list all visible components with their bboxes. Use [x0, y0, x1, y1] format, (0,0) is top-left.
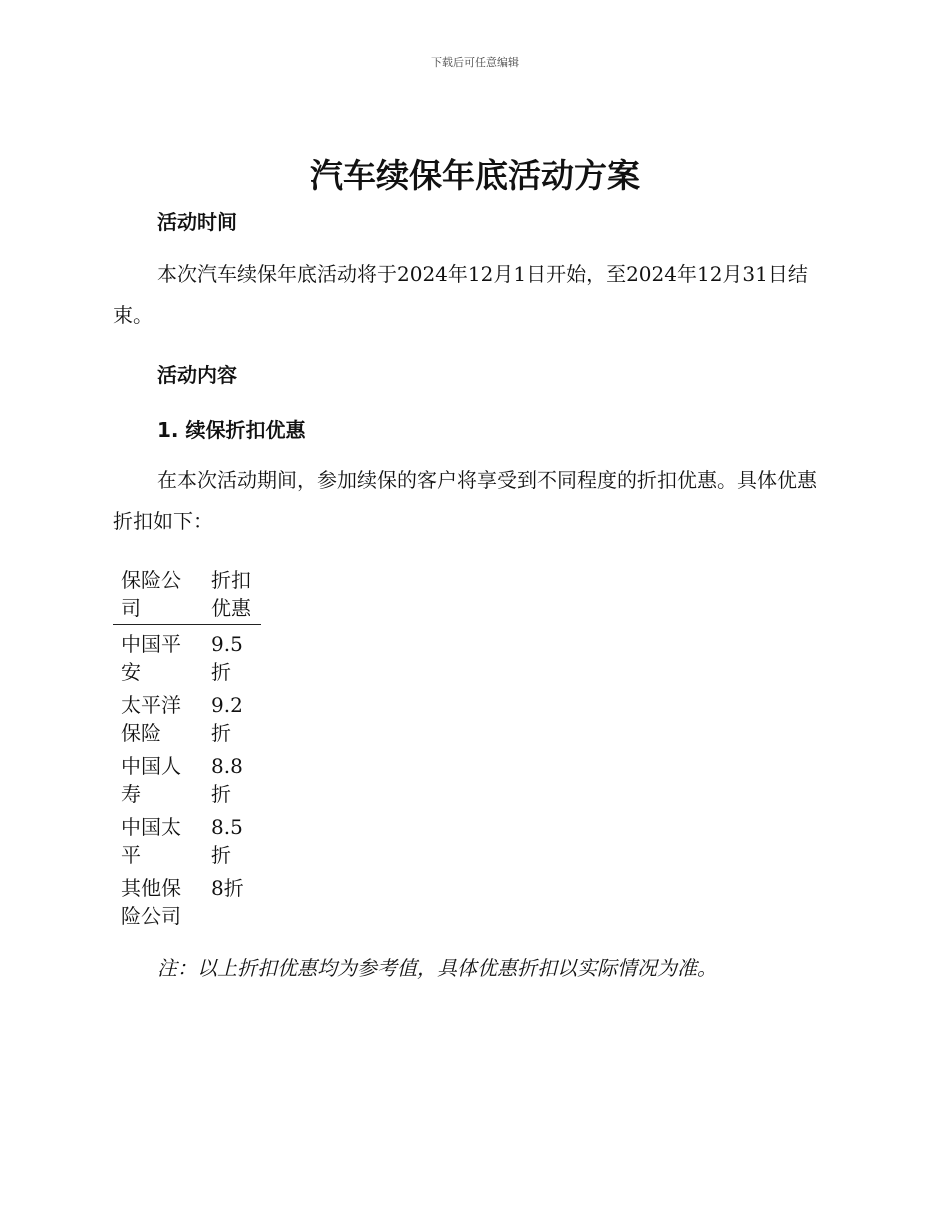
paragraph-discount: 在本次活动期间，参加续保的客户将享受到不同程度的折扣优惠。具体优惠折扣如下：: [113, 468, 817, 533]
header-note: 下载后可任意编辑: [431, 56, 519, 69]
table-cell-discount: 9.5折: [211, 632, 243, 684]
table-cell-discount: 9.2折: [211, 693, 243, 745]
table-row: [113, 625, 261, 691]
table-header-row: [113, 565, 261, 625]
table-cell-company: 中国平安: [121, 632, 181, 684]
table-row: [113, 873, 261, 934]
table-row: [113, 751, 261, 812]
discount-table: [113, 565, 261, 934]
section-heading-content: 活动内容: [157, 363, 237, 387]
table-cell-company: 太平洋保险: [121, 693, 181, 745]
table-cell-discount: 8折: [211, 876, 244, 900]
table-cell-company: 中国太平: [121, 815, 181, 867]
table-header-company: 保险公司: [113, 565, 203, 625]
table-cell-discount: 8.8折: [211, 754, 243, 806]
document-title: 汽车续保年底活动方案: [310, 156, 640, 195]
footnote: 注：以上折扣优惠均为参考值，具体优惠折扣以实际情况为准。: [157, 956, 717, 980]
table-header-discount: 折扣优惠: [203, 565, 261, 625]
table-row: [113, 812, 261, 873]
table-cell-discount: 8.5折: [211, 815, 243, 867]
section-heading-time: 活动时间: [157, 210, 237, 234]
table-cell-company: 中国人寿: [121, 754, 181, 806]
table-row: [113, 690, 261, 751]
subsection-heading-discount: 1. 续保折扣优惠: [157, 418, 306, 442]
table-cell-company: 其他保险公司: [121, 876, 181, 928]
paragraph-time: 本次汽车续保年底活动将于2024年12月1日开始，至2024年12月31日结束。: [113, 262, 808, 327]
